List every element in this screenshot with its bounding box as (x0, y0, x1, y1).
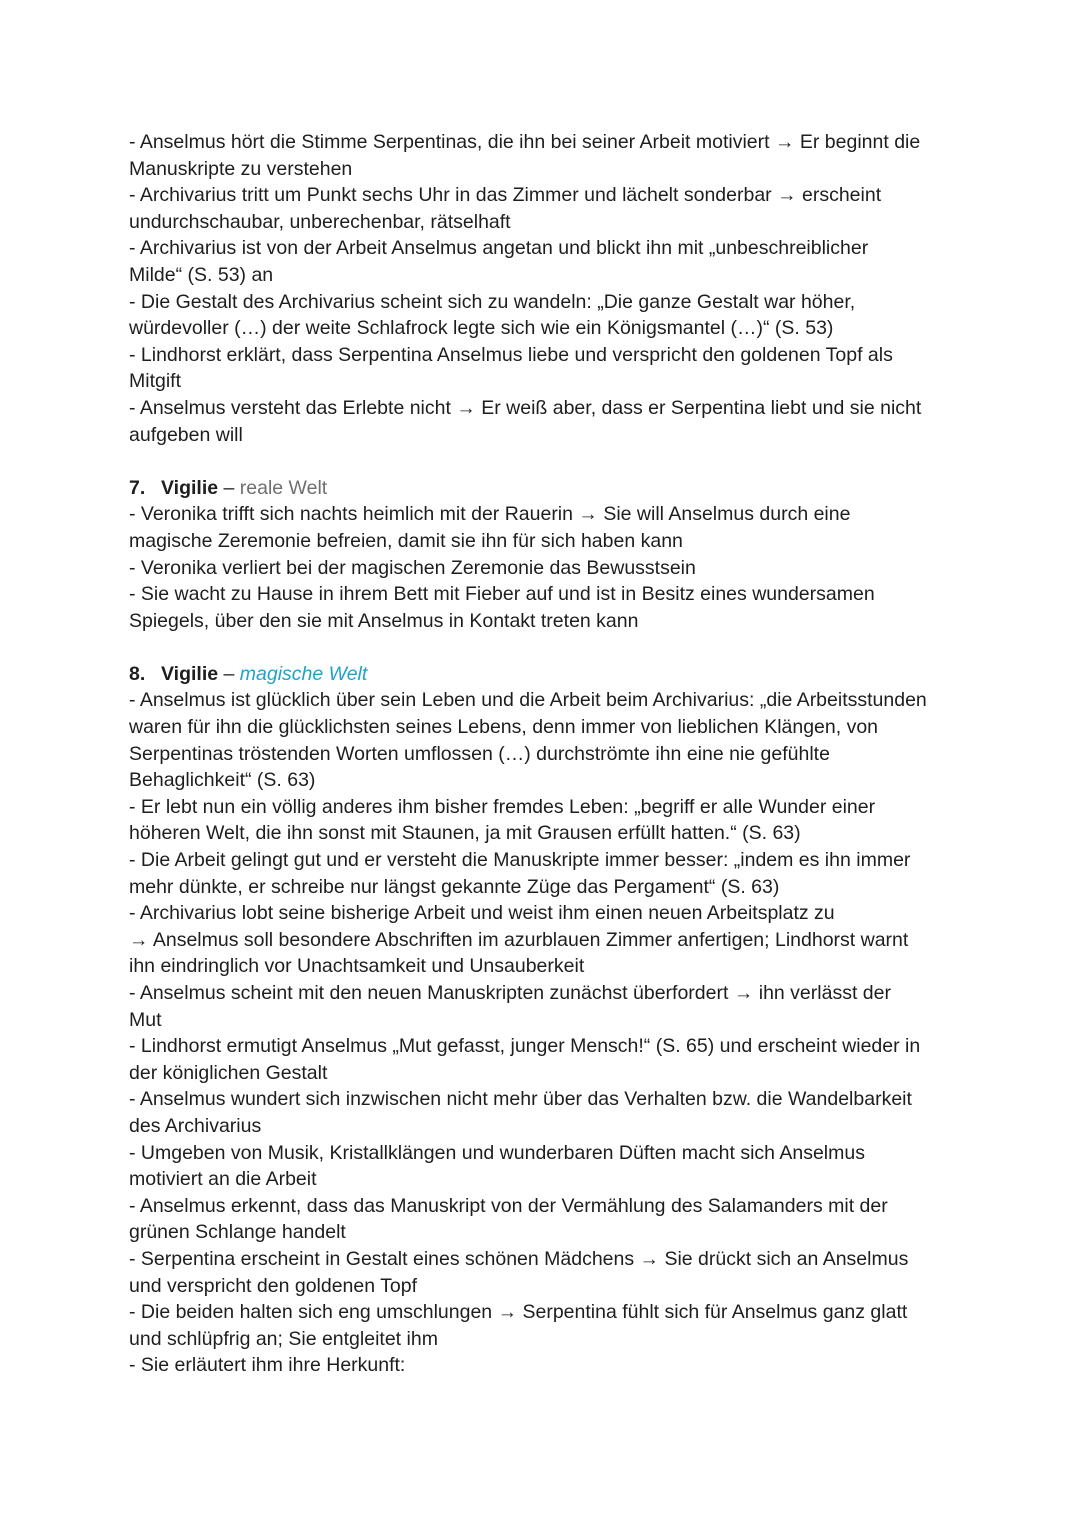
section-title: Vigilie (161, 476, 219, 499)
text-line: - Sie erläutert ihm ihre Herkunft: (129, 1354, 406, 1377)
text-line: - Lindhorst ermutigt Anselmus „Mut gefasst, junger Mensch!“ (S. 65) und erscheint wieder in (129, 1035, 921, 1058)
section-heading (129, 475, 959, 502)
text-line: - Serpentina erscheint in Gestalt eines schönen Mädchens → Sie drückt sich an Anselmus (129, 1247, 909, 1270)
text-line: Behaglichkeit“ (S. 63) (129, 769, 316, 792)
text-line: Mut (129, 1008, 162, 1031)
text-line: - Anselmus hört die Stimme Serpentinas, die ihn bei seiner Arbeit motiviert → Er beginnt die (129, 131, 921, 153)
section-number: 7. (129, 476, 146, 499)
text-line: - Anselmus erkennt, dass das Manuskript von der Vermählung des Salamanders mit der (129, 1194, 888, 1217)
section-dash: – (218, 662, 240, 685)
intro-block (129, 129, 959, 448)
paragraph-gap (129, 448, 959, 475)
section-number: 8. (129, 662, 146, 685)
text-line: - Archivarius ist von der Arbeit Anselmus angetan und blickt ihn mit „unbeschreiblicher (129, 237, 869, 260)
text-line: aufgeben will (129, 423, 243, 446)
text-line: der königlichen Gestalt (129, 1061, 328, 1084)
document-page (129, 129, 959, 1379)
paragraph-gap (129, 634, 959, 661)
text-line: motiviert an die Arbeit (129, 1168, 317, 1191)
text-line: Serpentinas tröstenden Worten umflossen (…) durchströmte ihn eine nie gefühlte (129, 742, 830, 765)
section-vigilie-7 (129, 475, 959, 635)
text-line: mehr dünkte, er schreibe nur längst gekannte Züge das Pergament“ (S. 63) (129, 875, 780, 898)
text-line: undurchschaubar, unberechenbar, rätselhaft (129, 210, 511, 233)
world-label-magic: magische Welt (239, 662, 368, 685)
text-line: - Anselmus versteht das Erlebte nicht → Er weiß aber, dass er Serpentina liebt und sie nicht (129, 396, 922, 419)
section-heading (129, 661, 959, 688)
text-line: Manuskripte zu verstehen (129, 157, 353, 180)
text-line: Mitgift (129, 370, 182, 393)
text-line: magische Zeremonie befreien, damit sie ihn für sich haben kann (129, 529, 683, 552)
text-line: - Er lebt nun ein völlig anderes ihm bisher fremdes Leben: „begriff er alle Wunder einer (129, 795, 876, 818)
text-line: - Die Arbeit gelingt gut und er versteht die Manuskripte immer besser: „indem es ihn immer (129, 849, 911, 872)
text-line: - Anselmus scheint mit den neuen Manuskripten zunächst überfordert → ihn verlässt der (129, 982, 891, 1004)
text-line: - Archivarius tritt um Punkt sechs Uhr in das Zimmer und lächelt sonderbar → erscheint (129, 184, 882, 207)
text-line: Milde“ (S. 53) an (129, 263, 274, 286)
text-line: waren für ihn die glücklichsten seines Lebens, denn immer von lieblichen Klängen, von (129, 716, 879, 739)
text-line: - Die beiden halten sich eng umschlungen → Serpentina fühlt sich für Anselmus ganz glatt (129, 1301, 908, 1324)
text-line: - Lindhorst erklärt, dass Serpentina Anselmus liebe und verspricht den goldenen Topf als (129, 343, 893, 366)
text-line: - Sie wacht zu Hause in ihrem Bett mit Fieber auf und ist in Besitz eines wundersamen (129, 583, 875, 606)
text-line: des Archivarius (129, 1114, 262, 1137)
section-dash: – (218, 476, 240, 499)
section-vigilie-8 (129, 661, 959, 1379)
text-line: - Archivarius lobt seine bisherige Arbeit und weist ihm einen neuen Arbeitsplatz zu (129, 902, 835, 925)
text-line: → Anselmus soll besondere Abschriften im azurblauen Zimmer anfertigen; Lindhorst warnt (129, 928, 909, 951)
text-line: und verspricht den goldenen Topf (129, 1274, 418, 1297)
text-line: ihn eindringlich vor Unachtsamkeit und Unsauberkeit (129, 955, 585, 978)
section-title: Vigilie (161, 662, 219, 685)
text-line: grünen Schlange handelt (129, 1221, 346, 1244)
text-line: höheren Welt, die ihn sonst mit Staunen, ja mit Grausen erfüllt hatten.“ (S. 63) (129, 822, 801, 845)
text-line: und schlüpfrig an; Sie entgleitet ihm (129, 1327, 438, 1350)
world-label-real: reale Welt (239, 476, 328, 499)
text-line: - Umgeben von Musik, Kristallklängen und wunderbaren Düften macht sich Anselmus (129, 1141, 865, 1164)
text-line: - Veronika trifft sich nachts heimlich mit der Rauerin → Sie will Anselmus durch eine (129, 503, 851, 526)
text-line: - Die Gestalt des Archivarius scheint sich zu wandeln: „Die ganze Gestalt war höher, (129, 290, 856, 313)
text-line: - Veronika verliert bei der magischen Zeremonie das Bewusstsein (129, 556, 696, 579)
text-line: - Anselmus wundert sich inzwischen nicht mehr über das Verhalten bzw. die Wandelbarkeit (129, 1088, 912, 1111)
text-line: Spiegels, über den sie mit Anselmus in Kontakt treten kann (129, 609, 639, 632)
text-line: - Anselmus ist glücklich über sein Leben und die Arbeit beim Archivarius: „die Arbeitsstunden (129, 689, 927, 712)
text-line: würdevoller (…) der weite Schlafrock legte sich wie ein Königsmantel (…)“ (S. 53) (129, 317, 834, 340)
